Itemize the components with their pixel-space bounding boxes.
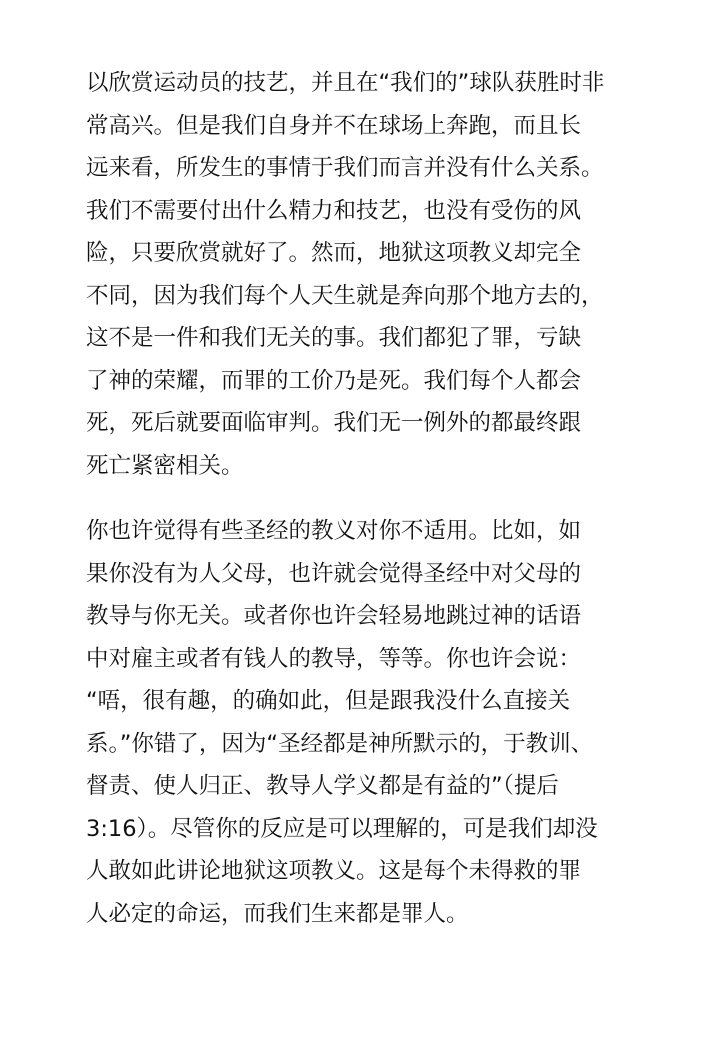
text-line: “唔，很有趣，的确如此，但是跟我没什么直接关 xyxy=(86,688,571,714)
text-line: 常高兴。但是我们自身并不在球场上奔跑，而且长 xyxy=(86,112,582,139)
text-line: 你也许觉得有些圣经的教义对你不适用。比如，如 xyxy=(86,518,582,544)
text-line: 教导与你无关。或者你也许会轻易地跳过神的话语 xyxy=(86,603,582,629)
text-line: 以欣赏运动员的技艺，并且在“我们的”球队获胜时非 xyxy=(86,70,605,96)
text-line: 系。”你错了，因为“圣经都是神所默示的，于教训、 xyxy=(86,730,594,757)
text-line: 死亡紧密相关。 xyxy=(86,452,244,479)
paragraph xyxy=(86,510,646,935)
text-line: 督责、使人归正、教导人学义都是有益的”（提后 xyxy=(86,773,559,799)
text-line: 人敢如此讲论地狱这项教义。这是每个未得救的罪 xyxy=(86,858,582,884)
text-line: 这不是一件和我们无关的事。我们都犯了罪，亏缺 xyxy=(86,325,582,351)
text-line: 果你没有为人父母，也许就会觉得圣经中对父母的 xyxy=(86,560,582,587)
text-line: 远来看，所发生的事情于我们而言并没有什么关系。 xyxy=(86,155,604,181)
paragraph xyxy=(86,62,646,487)
text-line: 了神的荣耀，而罪的工价乃是死。我们每个人都会 xyxy=(86,367,582,394)
text-line: 不同，因为我们每个人天生就是奔向那个地方去的， xyxy=(86,282,604,309)
text-line: 险，只要欣赏就好了。然而，地狱这项教义却完全 xyxy=(86,240,582,266)
text-line: 我们不需要付出什么精力和技艺，也没有受伤的风 xyxy=(86,197,582,224)
text-line: 中对雇主或者有钱人的教导，等等。你也许会说： xyxy=(86,645,582,672)
text-line: 死，死后就要面临审判。我们无一例外的都最终跟 xyxy=(86,410,582,436)
text-line: 3:16）。尽管你的反应是可以理解的，可是我们却没 xyxy=(86,815,598,842)
text-line: 人必定的命运，而我们生来都是罪人。 xyxy=(86,900,469,927)
